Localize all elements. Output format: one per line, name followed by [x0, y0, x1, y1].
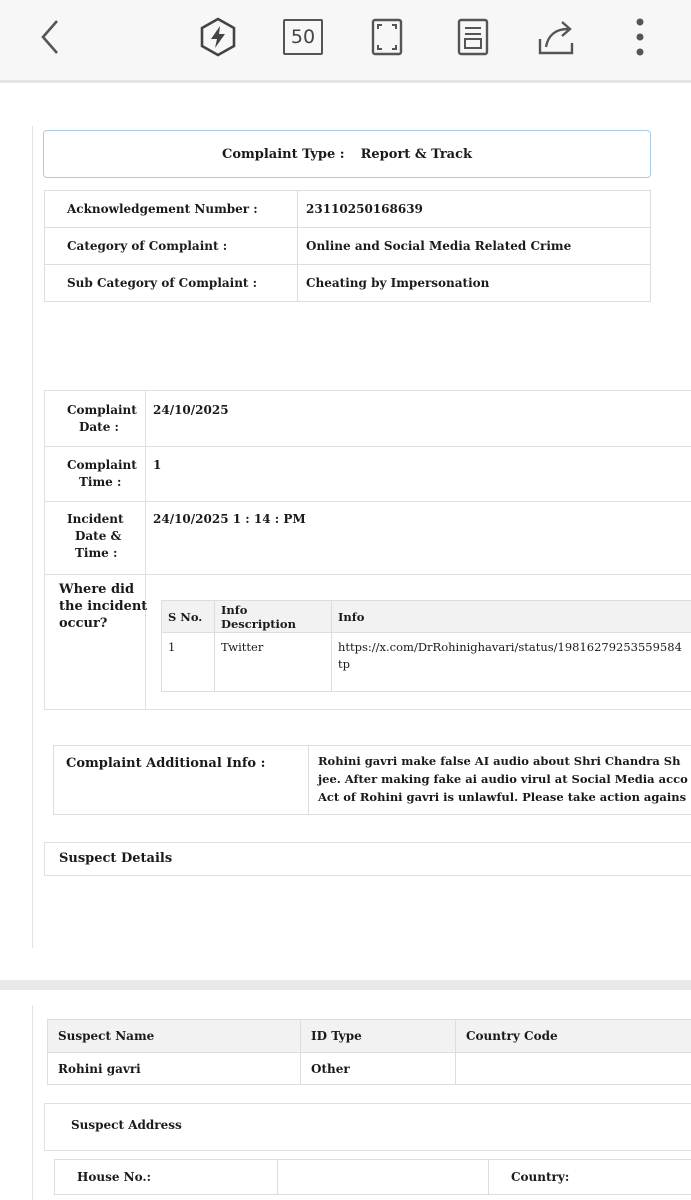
divider: [45, 501, 691, 502]
page-gap: [0, 980, 691, 990]
bolt-icon[interactable]: [196, 15, 240, 59]
ack-number-value: 23110250168639: [298, 191, 651, 228]
col-header-sno: S No.: [162, 601, 215, 633]
suspect-details-label: Suspect Details: [59, 851, 173, 866]
sub-category-label: Sub Category of Complaint :: [45, 265, 298, 302]
category-value: Online and Social Media Related Crime: [298, 228, 651, 265]
col-header-info: Info: [332, 601, 691, 633]
suspect-address-header: [44, 1103, 691, 1151]
cell-country-code: [456, 1053, 691, 1085]
complaint-type-value: Report & Track: [360, 146, 473, 162]
divider: [45, 574, 691, 575]
zoom-level-label: 50: [283, 19, 323, 55]
additional-info-text: Rohini gavri make false AI audio about Shri Chandra Sh jee. After making fake ai audio virul at Social Media acco Act of Rohini gavri is unlawful. Please take action agains: [318, 754, 688, 804]
complaint-date-value: 24/10/2025: [153, 403, 229, 417]
ack-number-label: Acknowledgement Number :: [45, 191, 298, 228]
more-icon[interactable]: [628, 15, 652, 59]
address-table: [54, 1159, 691, 1195]
incident-info-table: [161, 600, 691, 692]
chevron-left-icon[interactable]: [30, 15, 70, 59]
suspect-details-header: [44, 842, 691, 876]
suspect-table: [47, 1019, 691, 1085]
col-header-description: Info Description: [215, 601, 332, 633]
country-label: Country:: [489, 1160, 691, 1195]
col-header-id-type: ID Type: [301, 1020, 456, 1053]
cell-id-type: Other: [301, 1053, 456, 1085]
fullscreen-icon[interactable]: [367, 15, 407, 59]
table-row: [45, 265, 651, 302]
incident-location-label: Where did the incident occur?: [59, 582, 148, 631]
divider: [308, 746, 309, 814]
table-row: [162, 633, 691, 692]
additional-info-label: Complaint Additional Info :: [66, 756, 266, 771]
table-row: [55, 1160, 691, 1195]
table-row: [45, 191, 651, 228]
incident-datetime-value: 24/10/2025 1 : 14 : PM: [153, 512, 306, 526]
col-header-country-code: Country Code: [456, 1020, 691, 1053]
document-page-1: [32, 126, 691, 948]
reader-icon[interactable]: [453, 15, 493, 59]
complaint-time-label: Complaint Time :: [67, 458, 137, 489]
complaint-time-value: 1: [153, 458, 162, 472]
complaint-type-label: Complaint Type :: [221, 146, 345, 162]
table-header-row: [162, 601, 691, 633]
divider: [45, 446, 691, 447]
col-header-suspect-name: Suspect Name: [48, 1020, 301, 1053]
share-icon[interactable]: [533, 15, 579, 59]
incident-datetime-label: Incident Date & Time :: [67, 512, 124, 560]
complaint-type-box: [43, 130, 651, 178]
table-header-row: [48, 1020, 691, 1053]
acknowledgement-table: [44, 190, 651, 302]
cell-info-link[interactable]: https://x.com/DrRohinighavari/status/19816279253559584 tp: [332, 633, 691, 692]
document-page-2: [32, 1005, 691, 1200]
cell-sno: 1: [162, 633, 215, 692]
category-label: Category of Complaint :: [45, 228, 298, 265]
cell-description: Twitter: [215, 633, 332, 692]
house-no-label: House No.:: [55, 1160, 278, 1195]
cell-suspect-name: Rohini gavri: [48, 1053, 301, 1085]
additional-info-block: [53, 745, 691, 815]
table-row: [45, 228, 651, 265]
divider: [145, 391, 146, 709]
complaint-date-label: Complaint Date :: [67, 403, 137, 434]
sub-category-value: Cheating by Impersonation: [298, 265, 651, 302]
table-row: [48, 1053, 691, 1085]
suspect-address-label: Suspect Address: [71, 1118, 182, 1132]
viewer-toolbar: [0, 0, 691, 83]
zoom-level-button[interactable]: [283, 15, 323, 59]
house-no-value: [278, 1160, 489, 1195]
